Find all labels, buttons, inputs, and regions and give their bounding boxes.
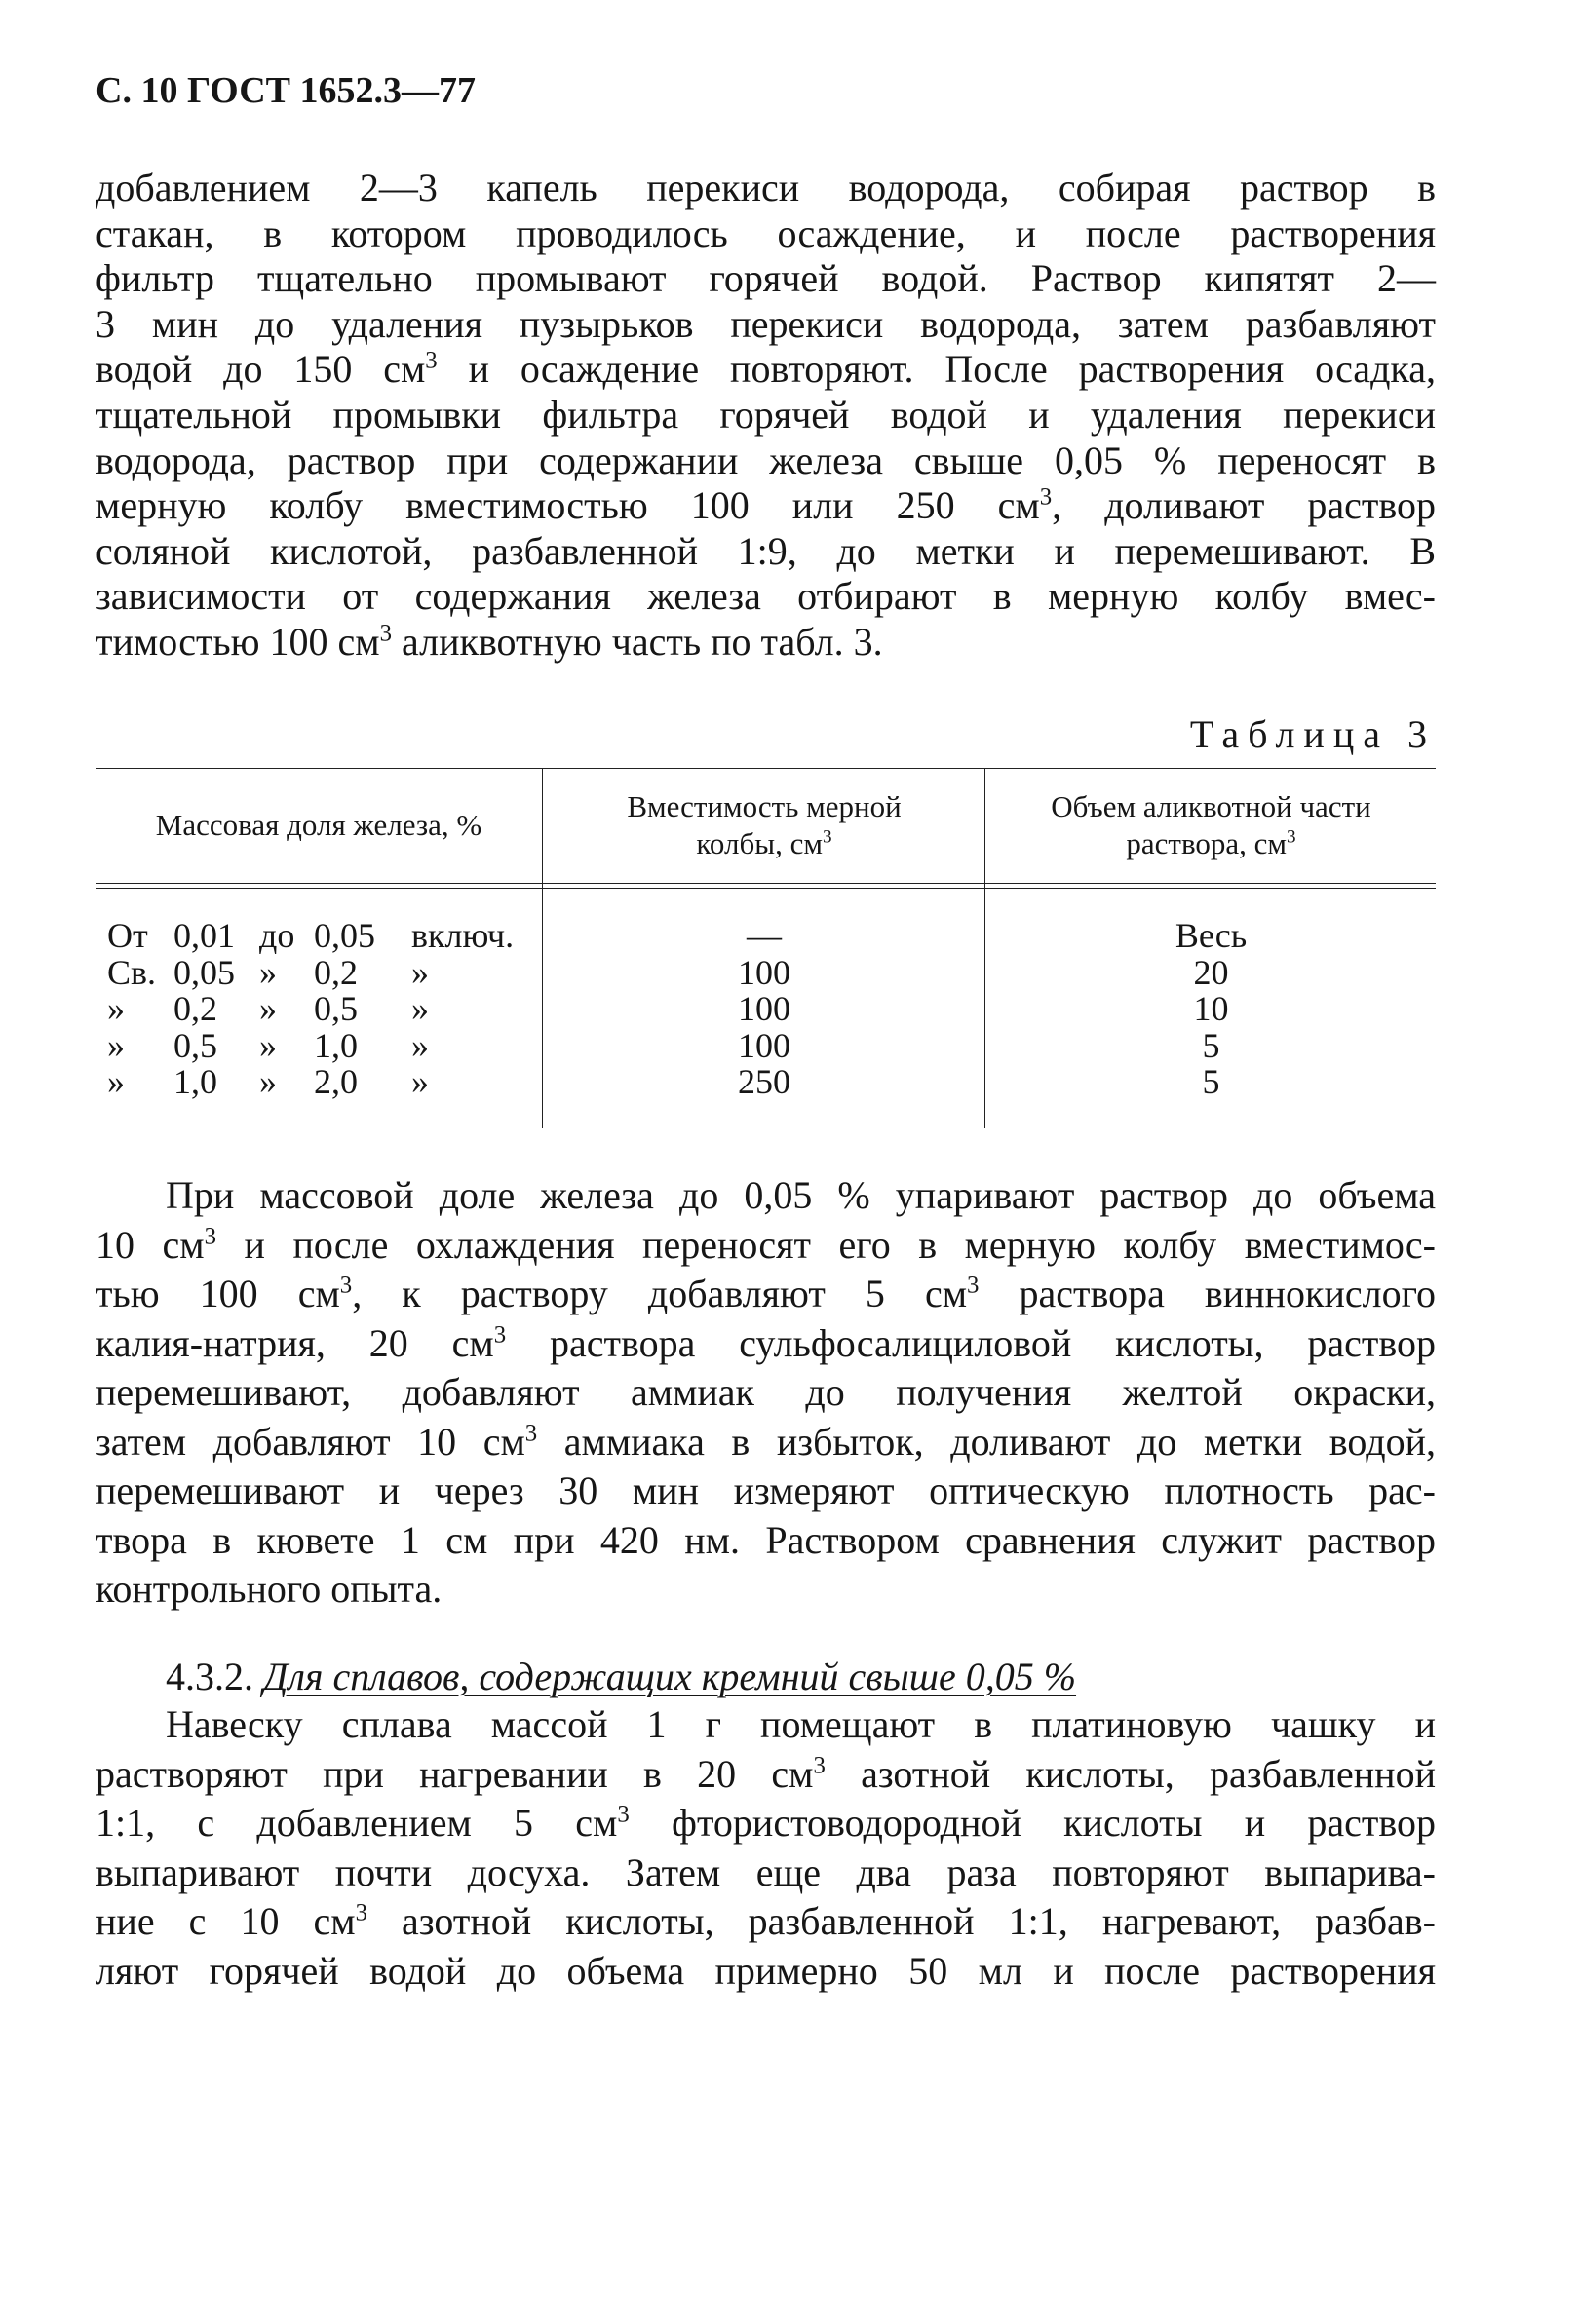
cell-suffix: » — [411, 989, 429, 1028]
page-header: С. 10 ГОСТ 1652.3—77 — [96, 70, 476, 111]
cell-prefix: От — [107, 916, 148, 955]
cell-flask-volume: 100 — [738, 1025, 790, 1065]
cell-to-word: » — [259, 989, 277, 1028]
header-line — [544, 825, 984, 862]
text-line: фильтр тщательно промывают горячей водой. Раствор кипятят 2— — [96, 256, 1436, 301]
superscript: 3 — [1287, 826, 1296, 848]
cell-prefix: » — [107, 1062, 125, 1101]
text-line: затем добавляют 10 $см^3$ аммиака в избыток, доливают до метки водой, — [96, 1419, 1436, 1464]
section-heading-line — [96, 1655, 1436, 1700]
text-line: водой до 150 $см^3$ и осаждение повторяют. После растворения осадка, — [96, 347, 1436, 392]
cell-suffix: » — [411, 1062, 429, 1101]
superscript: 3 — [967, 1272, 980, 1299]
cell-aliquot-volume: 5 — [1202, 1062, 1220, 1101]
text-line: ние с 10 $см^3$ азотной кислоты, разбавленной 1:1, нагревают, разбав- — [96, 1899, 1437, 1943]
cell-from: 0,05 — [173, 952, 235, 992]
cell-prefix: » — [107, 989, 125, 1028]
cell-aliquot-volume: 5 — [1202, 1025, 1220, 1065]
text-line: добавлением 2—3 капель перекиси водорода, собирая раствор в — [96, 166, 1436, 210]
table-col-aliquot-volume — [986, 918, 1436, 1101]
cell-aliquot-volume: Весь — [1175, 916, 1248, 955]
cell-suffix: » — [411, 1025, 429, 1065]
cell-prefix: Св. — [107, 952, 157, 992]
text-line: Навеску сплава массой 1 г помещают в платиновую чашку и — [166, 1702, 1436, 1746]
superscript: 3 — [617, 1801, 630, 1828]
header-text: раствора, см — [1126, 826, 1288, 860]
table-row-mass-fraction — [107, 952, 536, 992]
superscript: 3 — [339, 1272, 353, 1299]
paragraph-4 — [96, 1700, 1436, 1996]
section-heading — [96, 1655, 1436, 1700]
superscript: 3 — [1039, 483, 1053, 511]
table-header-rule — [96, 883, 1436, 889]
text-line: водорода, раствор при содержании железа свыше 0,05 % переносят в — [96, 438, 1436, 482]
text-line: 1:1, с добавлением 5 $см^3$ фтористоводородной кислоты и раствор — [96, 1801, 1437, 1845]
text-line: перемешивают и через 30 мин измеряют оптическую плотность рас- — [96, 1468, 1436, 1512]
table-row-mass-fraction — [107, 1064, 536, 1101]
table-row-mass-fraction — [107, 1025, 536, 1065]
cell-prefix: » — [107, 1025, 125, 1065]
table-col-flask-volume — [544, 918, 984, 1101]
text-line: стакан, в котором проводилось осаждение, и после растворения — [96, 210, 1436, 255]
table-caption: Таблица 3 — [1189, 712, 1436, 756]
cell-to-word: » — [259, 1025, 277, 1065]
header-line: Объем аликвотной части — [1051, 789, 1371, 823]
superscript: 3 — [524, 1420, 538, 1447]
text-line: контрольного опыта. — [96, 1567, 443, 1611]
cell-flask-volume: 100 — [738, 989, 790, 1028]
superscript: 3 — [355, 1899, 367, 1926]
table-row-mass-fraction — [107, 918, 536, 955]
cell-flask-volume: — — [747, 916, 782, 955]
text-line: тщательной промывки фильтра горячей водой и удаления перекиси — [96, 392, 1436, 437]
table-col-mass-fraction — [107, 918, 536, 1101]
cell-from: 0,2 — [173, 989, 217, 1028]
superscript: 3 — [493, 1321, 507, 1349]
superscript: 3 — [822, 826, 832, 848]
text-line: твора в кювете 1 см при 420 нм. Раствором сравнения служит раствор — [96, 1517, 1436, 1562]
paragraph-1 — [96, 166, 1436, 666]
cell-to-word: до — [259, 916, 295, 955]
cell-suffix: » — [411, 952, 429, 992]
superscript: 3 — [379, 620, 393, 647]
cell-to-word: » — [259, 952, 277, 992]
cell-aliquot-volume: 10 — [1193, 989, 1229, 1028]
table-col-divider-2 — [984, 768, 985, 1128]
text-line: 3 мин до удаления пузырьков перекиси водорода, затем разбавляют — [96, 301, 1436, 346]
section-title: Для сплавов, содержащих кремний свыше 0,05 % — [263, 1655, 1077, 1698]
paragraph-2 — [96, 1171, 1436, 1615]
cell-flask-volume: 100 — [738, 952, 790, 992]
text-line: тью 100 $см^3$, к раствору добавляют 5 $см^3$ раствора виннокислого — [96, 1272, 1436, 1315]
text-line: мерную колбу вместимостью 100 или 250 $см^3$, доливают раствор — [96, 483, 1436, 528]
table-row-mass-fraction — [107, 991, 536, 1028]
cell-suffix: включ. — [411, 916, 515, 955]
cell-flask-volume: 250 — [738, 1062, 790, 1101]
header-text: колбы, см — [696, 826, 823, 860]
header-line: Вместимость мерной — [627, 789, 902, 823]
cell-to: 2,0 — [314, 1062, 358, 1101]
text-line: 10 $см^3$ и после охлаждения переносят его в мерную колбу вместимос- — [96, 1222, 1436, 1267]
cell-to: 0,2 — [314, 952, 358, 992]
superscript: 3 — [204, 1223, 216, 1250]
table-header-aliquot-volume — [986, 788, 1436, 862]
text-line: калия-натрия, 20 $см^3$ раствора сульфосалициловой кислоты, раствор — [96, 1320, 1437, 1365]
table-col-divider-1 — [542, 768, 543, 1128]
text-line: ляют горячей водой до объема примерно 50 мл и после растворения — [96, 1948, 1436, 1993]
cell-to: 1,0 — [314, 1025, 358, 1065]
text-line: соляной кислотой, разбавленной 1:9, до метки и перемешивают. В — [96, 528, 1436, 573]
table-top-rule — [96, 768, 1436, 769]
superscript: 3 — [425, 348, 438, 375]
text-line: зависимости от содержания железа отбирают в мерную колбу вмес- — [96, 574, 1436, 619]
cell-aliquot-volume: 20 — [1193, 952, 1229, 992]
text-line: выпаривают почти досуха. Затем еще два раза повторяют выпарива- — [96, 1849, 1436, 1894]
text-line: растворяют при нагревании в 20 $см^3$ азотной кислоты, разбавленной — [96, 1751, 1436, 1796]
text-line: тимостью 100 $см^3$ аликвотную часть по табл. 3. — [96, 619, 883, 664]
cell-from: 1,0 — [173, 1062, 217, 1101]
table-header-flask-volume — [544, 788, 984, 862]
section-number: 4.3.2. — [166, 1655, 253, 1698]
table-3 — [96, 768, 1436, 1128]
text-line: При массовой доле железа до 0,05 % упаривают раствор до объема — [166, 1173, 1436, 1217]
table-header-mass-fraction: Массовая доля железа, % — [155, 808, 482, 842]
cell-from: 0,01 — [173, 916, 235, 955]
text-line: перемешивают, добавляют аммиак до получения желтой окраски, — [96, 1370, 1436, 1414]
cell-to-word: » — [259, 1062, 277, 1101]
superscript: 3 — [813, 1752, 826, 1779]
cell-to: 0,05 — [314, 916, 375, 955]
cell-to: 0,5 — [314, 989, 358, 1028]
header-line — [986, 825, 1436, 862]
cell-from: 0,5 — [173, 1025, 217, 1065]
